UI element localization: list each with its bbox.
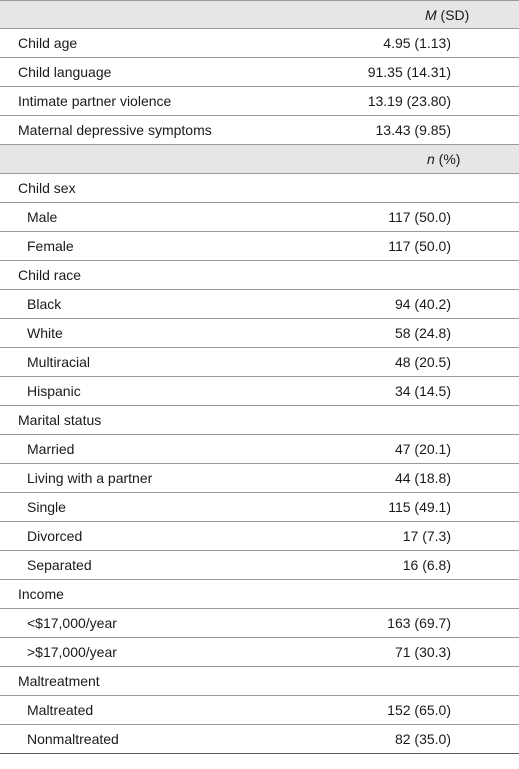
row-label: Living with a partner bbox=[27, 470, 153, 486]
row-value: 82 (35.0) bbox=[394, 731, 451, 747]
table-row bbox=[0, 725, 519, 754]
row-value: 117 (50.0) bbox=[388, 209, 451, 225]
group-row bbox=[0, 580, 519, 609]
group-row bbox=[0, 261, 519, 290]
row-value: 4.95 (1.13) bbox=[383, 35, 451, 51]
table-row bbox=[0, 696, 519, 725]
row-label: Maltreated bbox=[27, 702, 94, 718]
row-value: 48 (20.5) bbox=[394, 354, 451, 370]
row-value: 115 (49.1) bbox=[388, 499, 451, 515]
row-value: 13.43 (9.85) bbox=[375, 122, 451, 138]
table-row bbox=[0, 377, 519, 406]
table-row bbox=[0, 116, 519, 145]
row-label: Black bbox=[27, 296, 62, 312]
table-row bbox=[0, 203, 519, 232]
row-value: 34 (14.5) bbox=[394, 383, 451, 399]
table-row bbox=[0, 58, 519, 87]
table-row bbox=[0, 638, 519, 667]
row-value: 17 (7.3) bbox=[402, 528, 451, 544]
row-label: Child sex bbox=[18, 180, 76, 196]
row-value: 94 (40.2) bbox=[394, 296, 451, 312]
header-n-percent bbox=[427, 145, 460, 173]
table-row bbox=[0, 609, 519, 638]
row-value: 16 (6.8) bbox=[402, 557, 451, 573]
row-value: 71 (30.3) bbox=[394, 644, 451, 660]
table-row bbox=[0, 232, 519, 261]
header-stat-rest: (SD) bbox=[436, 7, 470, 23]
row-label: Single bbox=[27, 499, 66, 515]
row-value: 152 (65.0) bbox=[387, 702, 451, 718]
row-label: Married bbox=[27, 441, 75, 457]
table-row bbox=[0, 29, 519, 58]
table-row bbox=[0, 551, 519, 580]
header-row-continuous bbox=[0, 0, 519, 29]
row-label: White bbox=[27, 325, 63, 341]
group-row bbox=[0, 174, 519, 203]
header-stat-rest: (%) bbox=[434, 151, 461, 167]
continuous-section bbox=[0, 29, 519, 145]
header-stat-symbol: n bbox=[427, 151, 435, 167]
row-label: Female bbox=[27, 238, 74, 254]
row-label: Hispanic bbox=[27, 383, 81, 399]
row-label: Maltreatment bbox=[18, 673, 100, 689]
table-row bbox=[0, 522, 519, 551]
row-label: Income bbox=[18, 586, 64, 602]
header-row-categorical bbox=[0, 145, 519, 174]
row-value: 13.19 (23.80) bbox=[367, 93, 451, 109]
categorical-section bbox=[0, 174, 519, 754]
row-label: Maternal depressive symptoms bbox=[18, 122, 212, 138]
row-label: Child race bbox=[18, 267, 82, 283]
table-row bbox=[0, 348, 519, 377]
row-value: 58 (24.8) bbox=[394, 325, 451, 341]
row-value: 91.35 (14.31) bbox=[367, 64, 451, 80]
row-label: >$17,000/year bbox=[27, 644, 117, 660]
row-label: Intimate partner violence bbox=[18, 93, 172, 109]
row-value: 47 (20.1) bbox=[394, 441, 451, 457]
group-row bbox=[0, 667, 519, 696]
table-row bbox=[0, 435, 519, 464]
row-label: Male bbox=[27, 209, 58, 225]
table-row bbox=[0, 464, 519, 493]
row-label: Nonmaltreated bbox=[27, 731, 119, 747]
row-label: Multiracial bbox=[27, 354, 91, 370]
row-label: Divorced bbox=[27, 528, 83, 544]
row-label: <$17,000/year bbox=[27, 615, 117, 631]
table-row bbox=[0, 290, 519, 319]
header-mean-sd bbox=[425, 1, 469, 29]
row-value: 44 (18.8) bbox=[394, 470, 451, 486]
row-value: 163 (69.7) bbox=[387, 615, 451, 631]
row-label: Child language bbox=[18, 64, 112, 80]
row-value: 117 (50.0) bbox=[388, 238, 451, 254]
row-label: Separated bbox=[27, 557, 92, 573]
header-stat-symbol: M bbox=[425, 7, 437, 23]
row-label: Child age bbox=[18, 35, 78, 51]
table-row bbox=[0, 87, 519, 116]
group-row bbox=[0, 406, 519, 435]
table-row bbox=[0, 493, 519, 522]
table-row bbox=[0, 319, 519, 348]
row-label: Marital status bbox=[18, 412, 102, 428]
